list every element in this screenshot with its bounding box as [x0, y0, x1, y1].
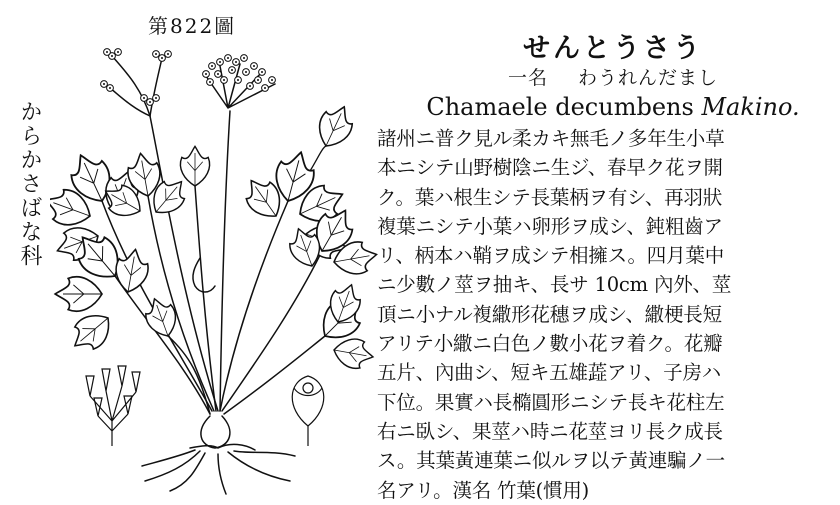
family-label: からかさばな科: [17, 100, 42, 268]
description-line: 諸州ニ普ク見ル柔カキ無毛ノ多年生小草: [377, 127, 725, 150]
description-line: 五片、內曲シ、短キ五雄蕋アリ、子房ハ: [377, 361, 722, 385]
alternate-name-prefix: 一名: [507, 67, 548, 89]
description-line: ス。其葉黃連葉ニ似ルヲ以テ黃連騙ノ一: [377, 449, 725, 473]
description-line: 下位。果實ハ長橢圓形ニシテ長キ花柱左: [377, 390, 725, 414]
description-line: リ、柄本ハ鞘ヲ成シテ相擁ス。四月葉中: [377, 244, 725, 268]
description-line: 本ニシテ山野樹陰ニ生ジ、春早ク花ヲ開: [377, 156, 723, 180]
scientific-name: [398, 92, 828, 122]
japanese-name: せんとうさう: [523, 33, 703, 64]
scientific-binomial: Chamaele decumbens: [426, 93, 694, 121]
description: [377, 124, 835, 505]
alternate-name: わうれんだまし: [578, 67, 719, 89]
description-line: 複葉ニシテ小葉ハ卵形ヲ成シ、鈍粗齒ア: [377, 214, 723, 238]
description-line: ク。葉ハ根生シテ長葉柄ヲ有シ、再羽狀: [377, 185, 723, 209]
alternate-name-line: [398, 66, 828, 90]
figure-number: 第822圖: [148, 14, 237, 38]
description-line: 右ニ臥シ、果莖ハ時ニ花莖ヨリ長ク成長: [377, 419, 723, 443]
description-line: アリテ小繖ニ白色ノ數小花ヲ着ク。花瓣: [377, 332, 723, 356]
scientific-author: Makino.: [701, 93, 800, 121]
description-line: 頂ニ小ナル複繖形花穗ヲ成シ、繖梗長短: [377, 302, 722, 326]
description-line: 名アリ。漢名 竹葉(慣用): [377, 478, 590, 502]
description-line: ニ少數ノ莖ヲ抽キ、長サ 10cm 內外、莖: [377, 273, 732, 297]
plant-illustration: [50, 36, 380, 496]
